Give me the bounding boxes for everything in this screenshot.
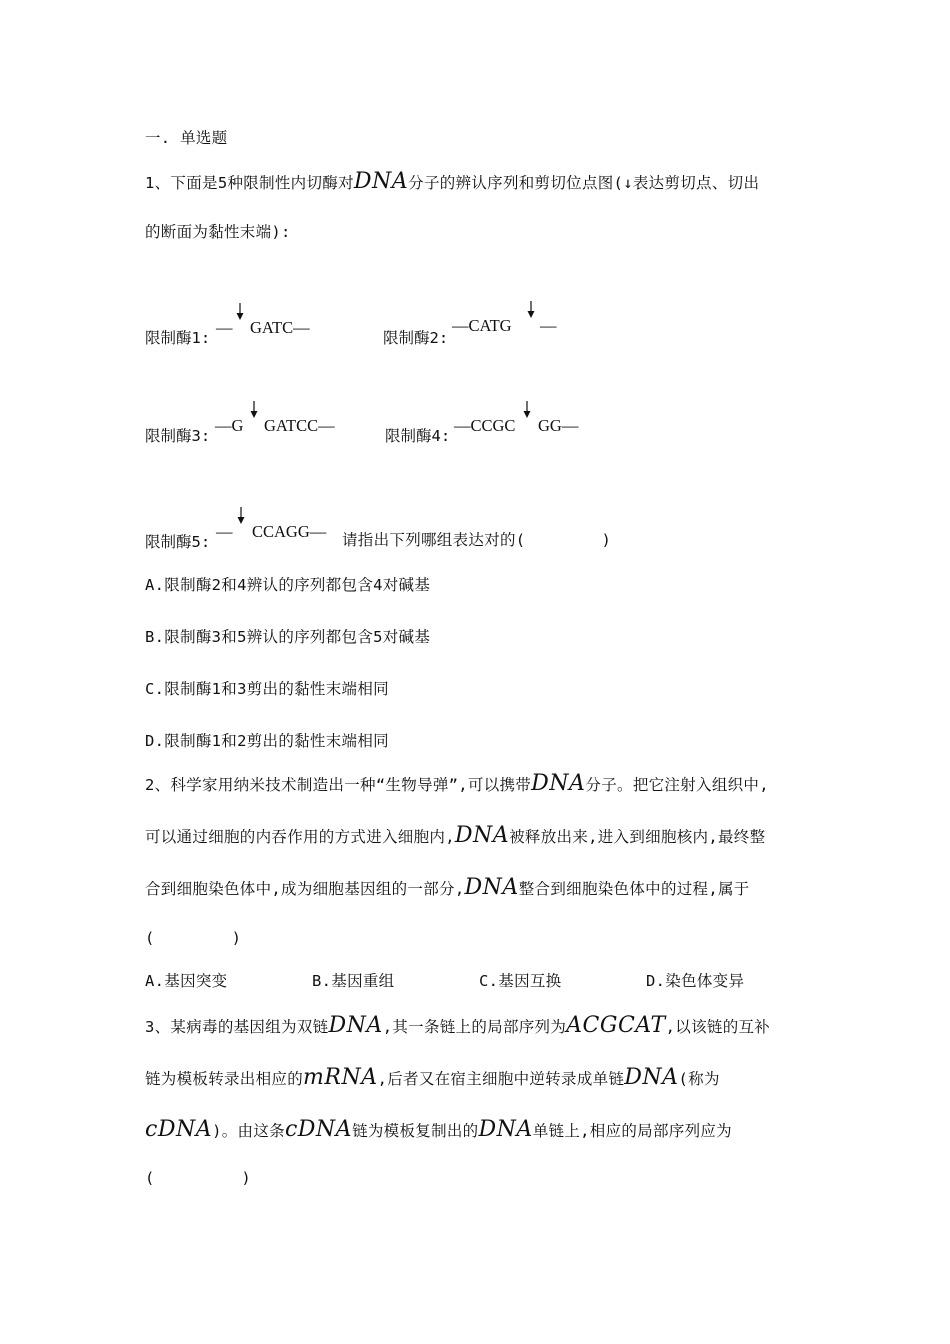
q2-option-a[interactable]: A.基因突变 (145, 972, 228, 990)
q2-text: 可以通过细胞的内吞作用的方式进入细胞内, (145, 828, 455, 846)
math-dna: DNA (454, 823, 510, 848)
q3-text: 单链上,相应的局部序列应为 (532, 1122, 732, 1140)
q2-option-d[interactable]: D.染色体变异 (646, 972, 745, 990)
q1-option-a[interactable]: A.限制酶2和4辨认的序列都包含4对碱基 (145, 576, 431, 594)
enzyme-label: 限制酶4: (385, 427, 451, 445)
q3-text: ,后者又在宿主细胞中逆转录成单链 (377, 1070, 625, 1088)
q2-line-3 (145, 876, 750, 901)
math-cdna: cDNA (145, 1117, 213, 1142)
q1-option-b[interactable]: B.限制酶3和5辨认的序列都包含5对碱基 (145, 628, 431, 646)
q3-text: ,以该链的互补 (665, 1018, 771, 1036)
enzyme-seq-left: —CATG (452, 316, 512, 335)
q1-text: 1、下面是5种限制性内切酶对 (145, 174, 354, 192)
down-arrow-glyph: ↓ (623, 174, 633, 192)
q1-option-c[interactable]: C.限制酶1和3剪出的黏性末端相同 (145, 680, 389, 698)
math-cdna: cDNA (284, 1117, 353, 1142)
q2-text: 整合到细胞染色体中的过程,属于 (518, 880, 750, 898)
q2-option-b[interactable]: B.基因重组 (312, 972, 395, 990)
enzyme-label: 限制酶2: (383, 329, 449, 347)
q3-line-1 (145, 1014, 770, 1039)
enzyme-seq-left: —G (215, 416, 244, 435)
math-dna: DNA (624, 1065, 679, 1090)
q2-text: 分子。把它注射入组织中, (585, 776, 769, 794)
q3-text: 链为模板复制出的 (352, 1122, 479, 1140)
q1-prompt-text: 请指出下列哪组表达对的( (342, 531, 526, 549)
q2-line-2 (145, 824, 765, 849)
q3-text: 3、某病毒的基因组为双链 (145, 1018, 329, 1036)
enzyme-label: 限制酶5: (145, 533, 211, 551)
math-dna: DNA (531, 771, 586, 796)
q2-line-1 (145, 772, 769, 797)
q2-paren: ( ) (145, 929, 242, 947)
enzyme-seq-left: — (216, 318, 233, 337)
cut-arrow-icon (526, 301, 536, 319)
cut-arrow-icon (522, 401, 532, 419)
q3-line-3 (145, 1118, 732, 1143)
enzyme-label: 限制酶1: (145, 329, 211, 347)
q3-text: 链为模板转录出相应的 (145, 1070, 304, 1088)
math-dna: DNA (328, 1013, 383, 1038)
enzyme-seq-left: — (216, 522, 233, 541)
q1-text: 表达剪切点、切出 (632, 174, 760, 192)
math-sequence: ACGCAT (566, 1013, 666, 1038)
q2-text: 合到细胞染色体中,成为细胞基因组的一部分, (145, 880, 465, 898)
q1-option-d[interactable]: D.限制酶1和2剪出的黏性末端相同 (145, 732, 389, 750)
math-dna: DNA (478, 1117, 533, 1142)
q1-line-2: 的断面为黏性末端): (145, 223, 291, 241)
enzyme-seq-right: GATCC— (264, 416, 335, 435)
enzyme-label: 限制酶3: (145, 427, 211, 445)
math-mrna: mRNA (303, 1065, 378, 1090)
q1-line-1 (145, 170, 759, 195)
math-dna: DNA (464, 875, 519, 900)
q2-text: 2、科学家用纳米技术制造出一种“生物导弹”,可以携带 (145, 776, 532, 794)
enzyme-seq-left: —CCGC (454, 416, 516, 435)
enzyme-seq-right: — (540, 316, 557, 335)
q1-prompt (342, 528, 611, 552)
section-title: 一. 单选题 (145, 129, 228, 147)
q1-text: 分子的辨认序列和剪切位点图( (408, 174, 624, 192)
q2-text: 被释放出来,进入到细胞核内,最终整 (509, 828, 766, 846)
q3-text: )。由这条 (212, 1122, 285, 1140)
cut-arrow-icon (249, 401, 259, 419)
q3-text: (称为 (678, 1070, 720, 1088)
q3-line-2 (145, 1066, 720, 1091)
enzyme-seq-right: GATC— (250, 318, 310, 337)
q3-paren: ( ) (145, 1169, 251, 1187)
enzyme-seq-right: GG— (538, 416, 579, 435)
q1-prompt-end: ) (601, 531, 612, 549)
cut-arrow-icon (236, 507, 246, 525)
enzyme-seq-right: CCAGG— (252, 522, 327, 541)
q3-text: ,其一条链上的局部序列为 (382, 1018, 567, 1036)
cut-arrow-icon (235, 303, 245, 321)
math-dna: DNA (353, 169, 409, 194)
q2-option-c[interactable]: C.基因互换 (479, 972, 562, 990)
